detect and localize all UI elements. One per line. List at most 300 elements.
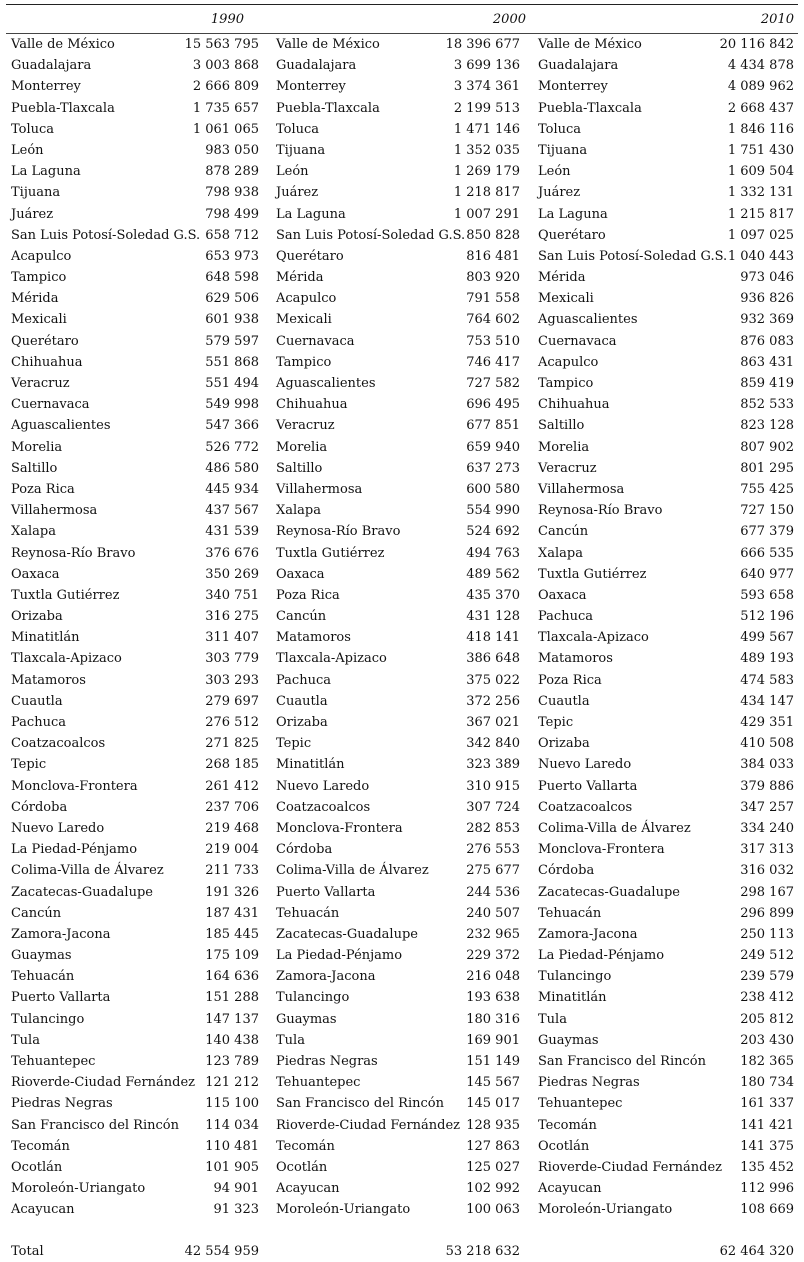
population-value: 334 240	[740, 820, 794, 836]
city-name: Acayucan	[276, 1181, 340, 1197]
population-value: 764 602	[466, 312, 520, 328]
population-value: 486 580	[205, 460, 259, 476]
population-value: 3 003 868	[192, 58, 259, 74]
city-name: Acayucan	[538, 1181, 602, 1197]
city-name: Mérida	[276, 270, 324, 286]
population-value: 876 083	[740, 333, 794, 349]
table-row	[276, 627, 520, 648]
city-name: Guadalajara	[538, 58, 619, 74]
table-row	[538, 839, 794, 860]
city-name: Acapulco	[538, 354, 599, 370]
city-name: Zamora-Jacona	[276, 969, 376, 985]
population-value: 317 313	[740, 842, 794, 858]
city-name: Toluca	[11, 121, 55, 137]
city-name: Pachuca	[538, 609, 593, 625]
population-value: 600 580	[466, 481, 520, 497]
table-row	[538, 924, 794, 945]
table-row	[11, 1051, 259, 1072]
table-row	[538, 161, 794, 182]
city-name: Oaxaca	[276, 566, 325, 582]
city-name: Monterrey	[276, 79, 346, 95]
table-row	[11, 903, 259, 924]
population-value: 653 973	[205, 248, 259, 264]
population-value: 983 050	[205, 142, 259, 158]
population-value: 753 510	[466, 333, 520, 349]
city-name: Puebla-Tlaxcala	[276, 100, 380, 116]
table-row	[11, 860, 259, 881]
population-value: 125 027	[466, 1159, 520, 1175]
city-name: Orizaba	[11, 609, 63, 625]
city-name: Tepic	[276, 736, 312, 752]
table-row	[538, 98, 794, 119]
population-value: 161 337	[740, 1096, 794, 1112]
city-name: Puerto Vallarta	[11, 990, 111, 1006]
table-row	[11, 288, 259, 309]
table-row	[276, 34, 520, 55]
city-name: Nuevo Laredo	[276, 778, 370, 794]
city-name: Tehuacán	[276, 905, 340, 921]
population-value: 4 434 878	[727, 58, 794, 74]
city-name: Veracruz	[11, 376, 70, 391]
table-row	[538, 1136, 794, 1157]
table-row	[11, 394, 259, 415]
population-value: 696 495	[466, 397, 520, 413]
population-value: 229 372	[466, 948, 520, 964]
table-row	[11, 373, 259, 394]
population-value: 108 669	[740, 1202, 794, 1218]
table-row	[538, 373, 794, 394]
population-value: 296 899	[740, 905, 794, 921]
population-value: 164 636	[205, 969, 259, 985]
table-row	[538, 479, 794, 500]
table-row	[538, 437, 794, 458]
city-name: Ocotlán	[276, 1159, 328, 1175]
table-row	[11, 945, 259, 966]
table-row	[276, 55, 520, 76]
population-value: 112 996	[740, 1181, 794, 1197]
table-row	[276, 119, 520, 140]
city-name: Córdoba	[276, 842, 333, 858]
city-name: Tepic	[538, 715, 574, 730]
city-name: La Piedad-Pénjamo	[538, 948, 665, 964]
population-value: 276 553	[466, 842, 520, 858]
table-row	[276, 966, 520, 987]
table-row	[276, 945, 520, 966]
city-name: Tecomán	[276, 1138, 335, 1154]
table-row	[538, 882, 794, 903]
city-name: Córdoba	[538, 863, 595, 879]
city-name: Puerto Vallarta	[538, 778, 638, 794]
table-row	[11, 564, 259, 585]
population-value: 1 215 817	[727, 206, 794, 222]
table-row	[11, 670, 259, 691]
population-value: 4 089 962	[727, 79, 794, 95]
table-row	[538, 225, 794, 246]
city-name: Monclova-Frontera	[538, 842, 665, 858]
population-value: 187 431	[205, 905, 259, 921]
population-value: 140 438	[205, 1032, 259, 1048]
city-name: Puerto Vallarta	[276, 884, 376, 900]
table-row	[11, 987, 259, 1008]
city-name: Juárez	[11, 206, 54, 222]
table-row	[538, 415, 794, 436]
table-row	[276, 691, 520, 712]
population-value: 238 412	[740, 990, 794, 1006]
table-row	[11, 1178, 259, 1199]
table-row	[276, 500, 520, 521]
table-row	[11, 119, 259, 140]
city-name: Cuernavaca	[538, 333, 617, 349]
city-name: Reynosa-Río Bravo	[11, 545, 136, 561]
city-name: Tula	[276, 1032, 305, 1048]
table-row	[11, 733, 259, 754]
population-value: 141 375	[740, 1138, 794, 1154]
population-value: 494 763	[466, 545, 520, 561]
city-name: Valle de México	[538, 37, 642, 52]
city-name: Saltillo	[11, 460, 58, 476]
population-value: 250 113	[740, 926, 794, 942]
population-value: 239 579	[740, 969, 794, 985]
city-name: Mexicali	[538, 291, 594, 307]
city-name: Reynosa-Río Bravo	[276, 524, 401, 540]
city-name: Chihuahua	[538, 397, 610, 413]
city-name: Tulancingo	[276, 990, 350, 1006]
population-value: 193 638	[466, 990, 520, 1006]
population-value: 216 048	[466, 969, 520, 985]
table-row	[11, 500, 259, 521]
city-name: Aguascalientes	[11, 418, 111, 434]
city-name: Tampico	[276, 354, 332, 370]
table-row	[538, 394, 794, 415]
table-row	[538, 309, 794, 330]
city-name: Toluca	[538, 121, 582, 137]
year-header-2000: 2000	[492, 12, 526, 27]
table-row	[538, 1093, 794, 1114]
population-value: 445 934	[205, 481, 259, 497]
city-name: Chihuahua	[11, 354, 83, 370]
city-name: Tehuantepec	[11, 1054, 96, 1069]
city-name: Oaxaca	[538, 587, 587, 603]
city-name: Poza Rica	[11, 481, 75, 497]
population-value: 219 004	[205, 842, 259, 858]
city-name: Toluca	[276, 121, 320, 137]
city-name: Juárez	[538, 185, 581, 201]
table-row	[538, 754, 794, 775]
city-name: Tula	[538, 1011, 567, 1027]
table-row	[276, 98, 520, 119]
city-name: Tecomán	[538, 1117, 597, 1133]
city-name: Coatzacoalcos	[276, 799, 371, 815]
table-row	[538, 521, 794, 542]
population-value: 367 021	[466, 715, 520, 730]
population-value: 878 289	[205, 164, 259, 180]
city-name: Tehuacán	[538, 905, 602, 921]
population-value: 1 218 817	[453, 185, 520, 201]
table-row	[538, 1030, 794, 1051]
population-value: 746 417	[466, 354, 520, 370]
city-name: Monterrey	[538, 79, 608, 95]
table-row	[276, 1030, 520, 1051]
city-name: Tlaxcala-Apizaco	[538, 630, 649, 646]
city-name: Tijuana	[276, 142, 326, 158]
population-value: 282 853	[466, 820, 520, 836]
population-value: 2 666 809	[192, 79, 259, 95]
total-value-1990: 42 554 959	[184, 1244, 259, 1259]
population-value: 410 508	[740, 736, 794, 752]
city-name: Moroleón-Uriangato	[276, 1202, 411, 1218]
table-row	[538, 945, 794, 966]
population-value: 1 007 291	[453, 206, 520, 222]
city-name: Villahermosa	[11, 503, 98, 519]
table-row	[276, 648, 520, 669]
population-value: 863 431	[740, 354, 794, 370]
table-row	[11, 458, 259, 479]
population-value: 2 199 513	[453, 100, 520, 116]
city-name: Acapulco	[276, 291, 337, 307]
total-value-2010: 62 464 320	[719, 1244, 794, 1259]
year-header-1990: 1990	[210, 12, 244, 27]
population-value: 115 100	[205, 1096, 259, 1112]
population-value: 1 061 065	[192, 121, 259, 137]
population-value: 798 499	[205, 206, 259, 222]
table-row	[276, 521, 520, 542]
city-name: Mérida	[11, 291, 59, 307]
table-row	[276, 670, 520, 691]
table-row	[11, 627, 259, 648]
city-name: Guadalajara	[11, 58, 92, 74]
city-name: Villahermosa	[538, 481, 625, 497]
population-value: 1 609 504	[727, 164, 794, 180]
table-row	[11, 204, 259, 225]
table-row	[11, 415, 259, 436]
population-value: 276 512	[205, 715, 259, 730]
population-value: 1 846 116	[727, 121, 794, 137]
table-row	[538, 1157, 794, 1178]
city-name: Tulancingo	[538, 969, 612, 985]
table-row	[538, 1072, 794, 1093]
population-value: 547 366	[205, 418, 259, 434]
population-value: 114 034	[205, 1117, 259, 1133]
city-name: Cancún	[538, 524, 589, 540]
table-row	[11, 754, 259, 775]
table-row	[276, 1136, 520, 1157]
population-value: 18 396 677	[445, 37, 520, 52]
city-name: Saltillo	[538, 418, 585, 434]
population-value: 147 137	[205, 1011, 259, 1027]
table-row	[276, 479, 520, 500]
population-value: 435 370	[466, 587, 520, 603]
population-value: 340 751	[205, 587, 259, 603]
population-value: 384 033	[740, 757, 794, 773]
population-value: 151 288	[205, 990, 259, 1006]
population-value: 261 412	[205, 778, 259, 794]
population-value: 310 915	[466, 778, 520, 794]
table-row	[538, 1051, 794, 1072]
population-value: 973 046	[740, 270, 794, 286]
city-name: Tlaxcala-Apizaco	[11, 651, 122, 667]
table-row	[538, 267, 794, 288]
city-name: Colima-Villa de Álvarez	[11, 863, 164, 879]
city-name: Juárez	[276, 185, 319, 201]
population-value: 1 269 179	[453, 164, 520, 180]
population-value: 237 706	[205, 799, 259, 815]
city-name: Chihuahua	[276, 397, 348, 413]
population-value: 526 772	[205, 439, 259, 455]
table-row	[276, 182, 520, 203]
table-row	[276, 987, 520, 1008]
table-row	[11, 246, 259, 267]
population-value: 121 212	[205, 1075, 259, 1091]
table-row	[11, 882, 259, 903]
table-row	[11, 776, 259, 797]
population-value: 101 905	[205, 1159, 259, 1175]
city-name: Orizaba	[538, 736, 590, 752]
city-name: Pachuca	[276, 672, 331, 688]
table-row	[11, 225, 259, 246]
population-value: 816 481	[466, 248, 520, 264]
table-row	[276, 373, 520, 394]
population-value: 316 032	[740, 863, 794, 879]
population-value: 180 316	[466, 1011, 520, 1027]
table-row	[538, 119, 794, 140]
city-name: Rioverde-Ciudad Fernández	[11, 1075, 196, 1091]
city-name: Oaxaca	[11, 566, 60, 582]
population-value: 1 040 443	[727, 248, 794, 264]
population-value: 807 902	[740, 439, 794, 455]
population-value: 859 419	[740, 376, 794, 391]
population-value: 666 535	[740, 545, 794, 561]
city-name: Puebla-Tlaxcala	[11, 100, 115, 116]
population-value: 579 597	[205, 333, 259, 349]
city-name: León	[538, 164, 571, 180]
table-row	[276, 903, 520, 924]
population-value: 431 539	[205, 524, 259, 540]
table-row	[11, 479, 259, 500]
population-value: 3 699 136	[453, 58, 520, 74]
table-row	[538, 1199, 794, 1220]
population-value: 102 992	[466, 1181, 520, 1197]
city-name: Tuxtla Gutiérrez	[276, 545, 385, 561]
population-value: 727 150	[740, 503, 794, 519]
city-name: San Luis Potosí-Soledad G.S.	[538, 248, 728, 264]
city-name: La Laguna	[538, 206, 608, 222]
table-row	[11, 648, 259, 669]
city-name: Monterrey	[11, 79, 81, 95]
population-value: 135 452	[740, 1159, 794, 1175]
population-value: 823 128	[740, 418, 794, 434]
city-name: Poza Rica	[538, 672, 602, 688]
table-row	[276, 776, 520, 797]
population-value: 311 407	[205, 630, 259, 646]
population-value: 211 733	[205, 863, 259, 879]
city-name: León	[11, 142, 44, 158]
table-row	[11, 924, 259, 945]
total-row-1990	[11, 1241, 259, 1262]
city-name: Tuxtla Gutiérrez	[538, 566, 647, 582]
table-row	[276, 606, 520, 627]
city-name: Minatitlán	[11, 630, 80, 646]
table-row	[538, 288, 794, 309]
city-name: Querétaro	[11, 333, 79, 349]
city-name: Morelia	[276, 439, 328, 455]
city-name: Tula	[11, 1032, 40, 1048]
total-row-2000	[276, 1241, 520, 1262]
population-value: 232 965	[466, 926, 520, 942]
table-row	[276, 76, 520, 97]
city-name: La Laguna	[276, 206, 346, 222]
city-name: Tijuana	[538, 142, 588, 158]
population-value: 271 825	[205, 736, 259, 752]
city-name: Matamoros	[538, 651, 613, 667]
table-row	[276, 1093, 520, 1114]
population-value: 801 295	[740, 460, 794, 476]
table-row	[11, 818, 259, 839]
population-value: 127 863	[466, 1138, 520, 1154]
table-row	[276, 733, 520, 754]
table-row	[276, 309, 520, 330]
table-row	[11, 352, 259, 373]
city-name: Piedras Negras	[276, 1054, 378, 1069]
city-name: Querétaro	[538, 227, 606, 243]
table-row	[11, 585, 259, 606]
city-name: Zacatecas-Guadalupe	[538, 884, 680, 900]
population-value: 203 430	[740, 1032, 794, 1048]
table-row	[11, 1136, 259, 1157]
table-row	[11, 839, 259, 860]
population-value: 20 116 842	[719, 37, 794, 52]
population-value: 554 990	[466, 503, 520, 519]
population-value: 219 468	[205, 820, 259, 836]
population-value: 727 582	[466, 376, 520, 391]
city-name: Tampico	[11, 270, 67, 286]
population-value: 185 445	[205, 926, 259, 942]
table-row	[538, 543, 794, 564]
table-row	[538, 1009, 794, 1030]
city-name: Zacatecas-Guadalupe	[11, 884, 153, 900]
table-row	[11, 1072, 259, 1093]
population-value: 94 901	[213, 1181, 259, 1197]
city-name: Cuautla	[276, 693, 328, 709]
city-name: La Laguna	[11, 164, 81, 180]
city-name: Xalapa	[276, 503, 321, 519]
city-name: Orizaba	[276, 715, 328, 730]
population-value: 182 365	[740, 1054, 794, 1069]
population-value: 123 789	[205, 1054, 259, 1069]
city-name: San Francisco del Rincón	[276, 1096, 444, 1112]
population-value: 429 351	[740, 715, 794, 730]
table-row	[538, 606, 794, 627]
table-row	[276, 712, 520, 733]
table-row	[538, 585, 794, 606]
city-name: Aguascalientes	[276, 376, 376, 391]
table-row	[538, 140, 794, 161]
city-name: Rioverde-Ciudad Fernández	[538, 1159, 723, 1175]
city-name: Guadalajara	[276, 58, 357, 74]
city-name: Querétaro	[276, 248, 344, 264]
city-name: Villahermosa	[276, 481, 363, 497]
population-value: 437 567	[205, 503, 259, 519]
population-value: 376 676	[205, 545, 259, 561]
population-value: 932 369	[740, 312, 794, 328]
population-value: 1 332 131	[727, 185, 794, 201]
table-row	[11, 966, 259, 987]
table-row	[11, 1157, 259, 1178]
population-value: 145 017	[466, 1096, 520, 1112]
table-row	[538, 860, 794, 881]
table-row	[276, 204, 520, 225]
city-name: La Piedad-Pénjamo	[11, 842, 138, 858]
table-row	[11, 606, 259, 627]
